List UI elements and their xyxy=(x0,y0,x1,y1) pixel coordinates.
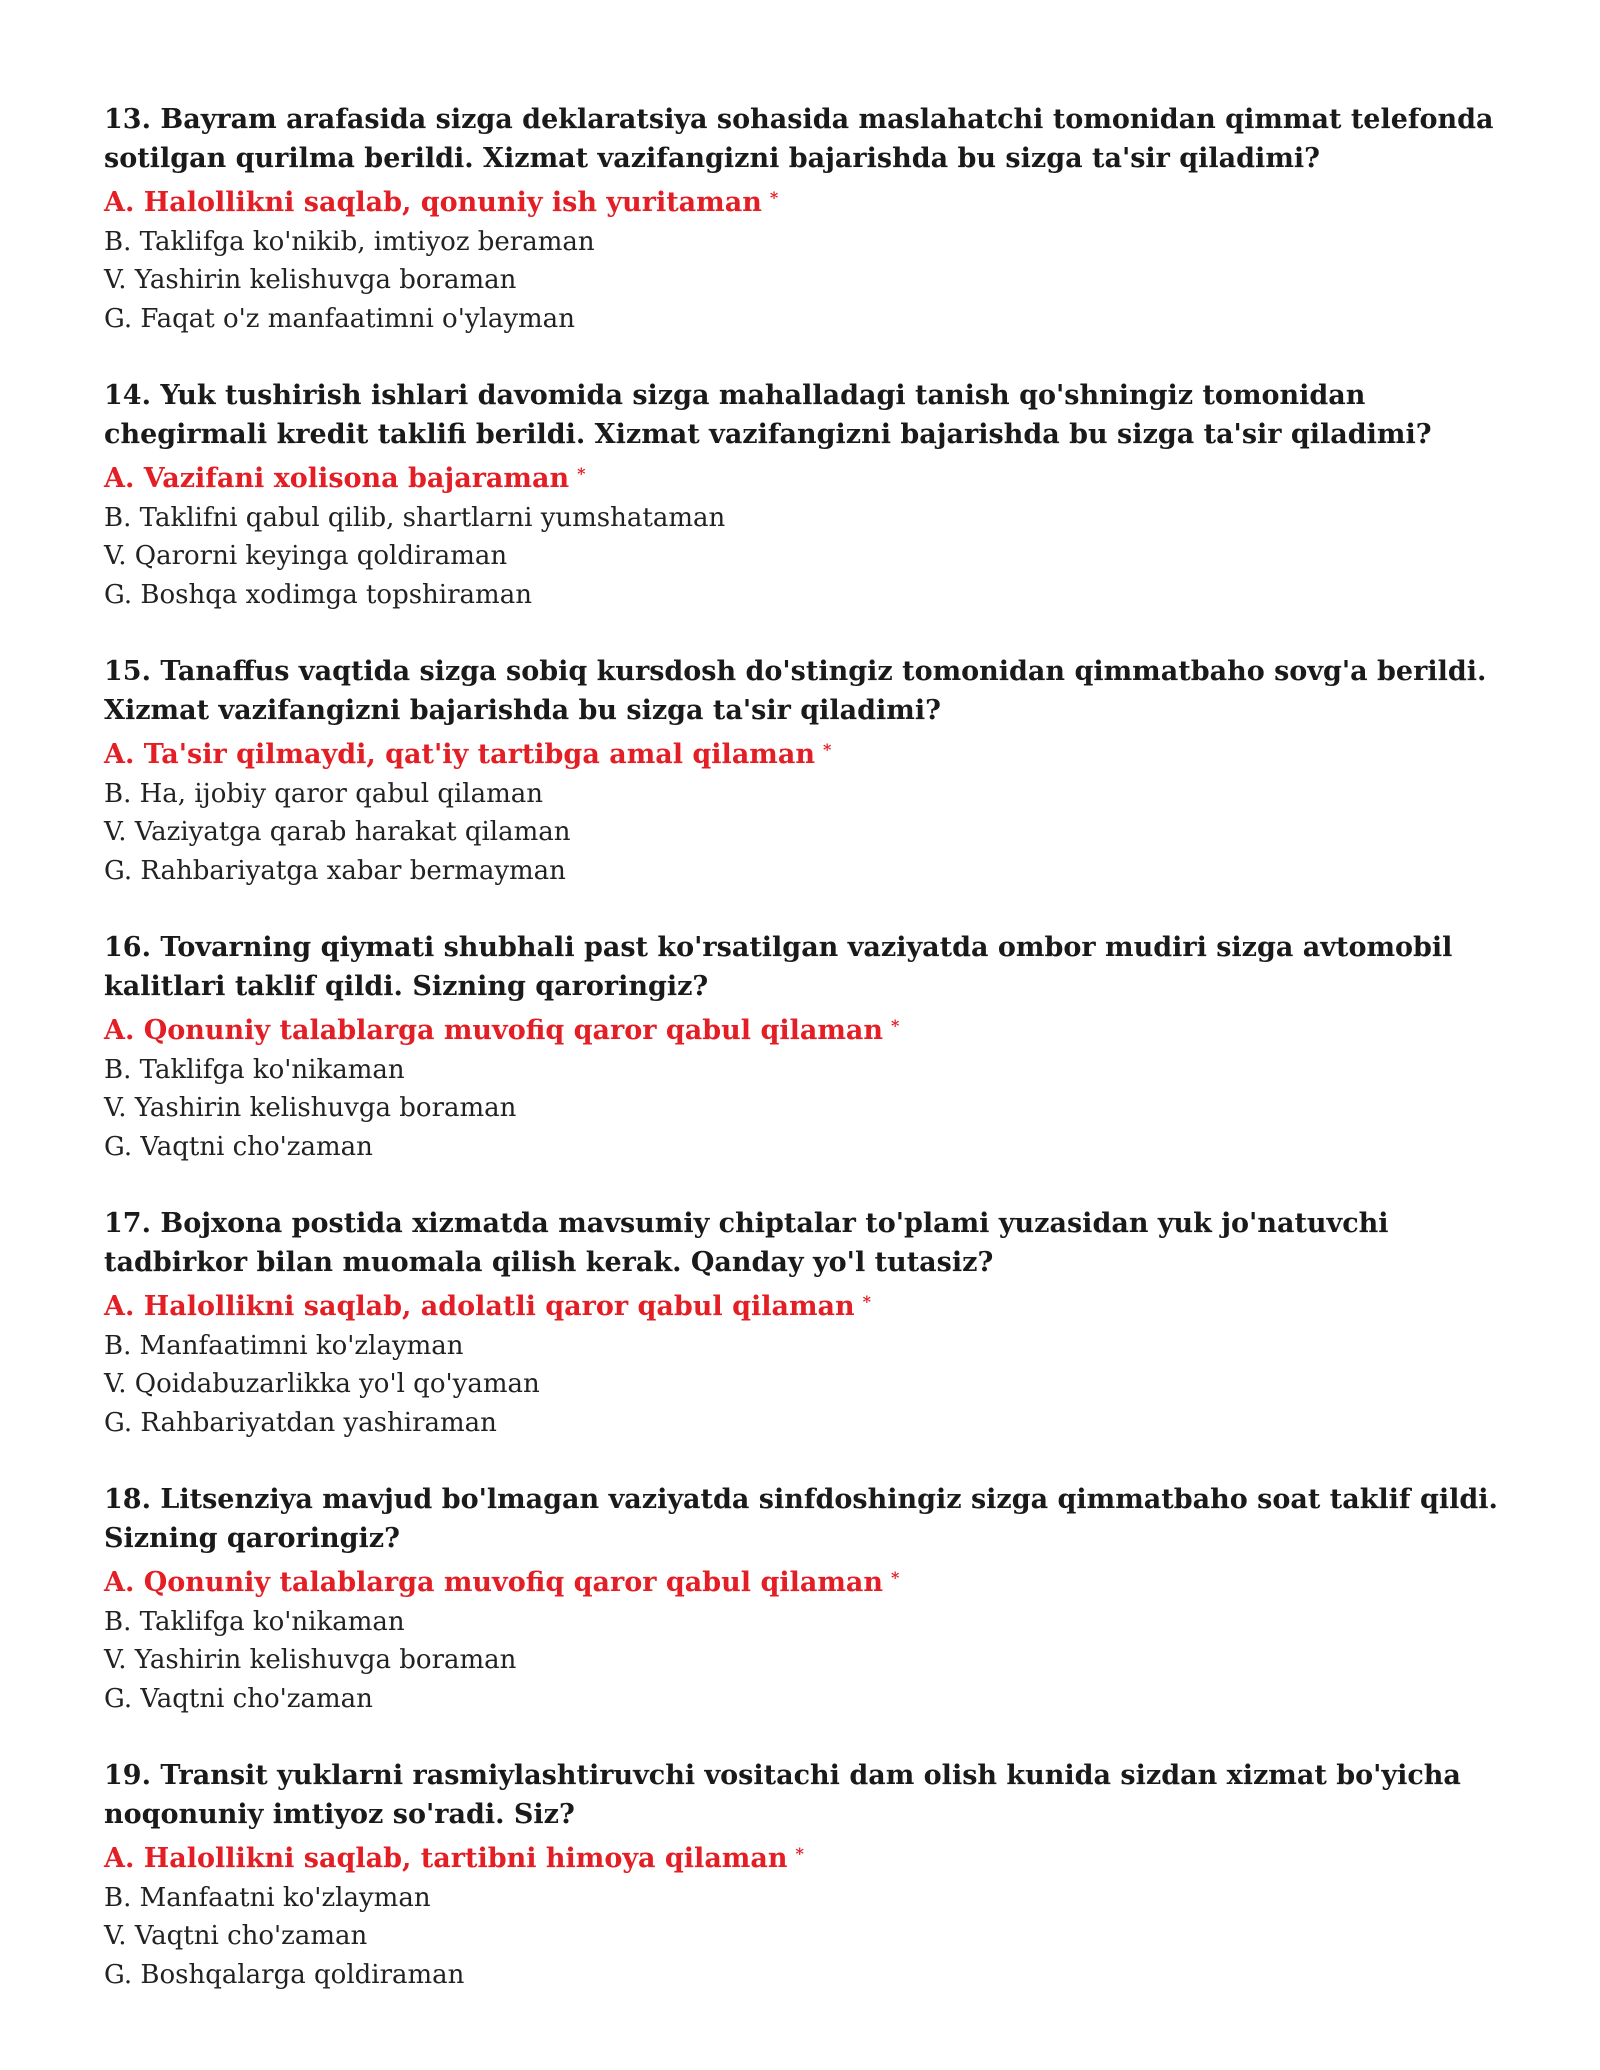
test-page xyxy=(104,100,1504,2032)
correct-marker: * xyxy=(577,464,586,483)
question-16 xyxy=(104,928,1504,1166)
answer-option-correct xyxy=(104,731,1504,775)
answer-option: V. Vaziyatga qarab harakat qilaman xyxy=(104,817,571,847)
answer-option: V. Vaqtni cho'zaman xyxy=(104,1921,368,1951)
question-text: 18. Litsenziya mavjud bo'lmagan vaziyatda sinfdoshingiz sizga qimmatbaho soat taklif qildi. Sizning qaroringiz? xyxy=(104,1484,1498,1554)
answer-option: G. Rahbariyatga xabar bermayman xyxy=(104,855,566,886)
question-text: 17. Bojxona postida xizmatda mavsumiy chiptalar to'plami yuzasidan yuk jo'natuvchi tadbirkor bilan muomala qilish kerak. Qanday yo'l tutasiz? xyxy=(104,1208,1389,1278)
question-text: 16. Tovarning qiymati shubhali past ko'rsatilgan vaziyatda ombor mudiri sizga avtomobil kalitlari taklif qildi. Sizning qaroringiz? xyxy=(104,932,1453,1002)
answer-option: B. Taklifga ko'nikaman xyxy=(104,1606,405,1637)
answer-options xyxy=(104,179,1504,338)
answer-text: A. Qonuniy talablarga muvofiq qaror qabul qilaman xyxy=(104,1567,884,1598)
answer-option: G. Vaqtni cho'zaman xyxy=(104,1131,373,1162)
correct-marker: * xyxy=(823,740,832,759)
answer-option: V. Qoidabuzarlikka yo'l qo'yaman xyxy=(104,1369,540,1399)
answer-options xyxy=(104,1559,1504,1718)
question-15 xyxy=(104,652,1504,890)
question-14 xyxy=(104,376,1504,614)
answer-options xyxy=(104,1283,1504,1442)
answer-option-correct xyxy=(104,1835,1504,1879)
question-text: 14. Yuk tushirish ishlari davomida sizga mahalladagi tanish qo'shningiz tomonidan chegirmali kredit taklifi berildi. Xizmat vazifangizni bajarishda bu sizga ta'sir qiladimi? xyxy=(104,380,1432,450)
question-text: 19. Transit yuklarni rasmiylashtiruvchi vositachi dam olish kunida sizdan xizmat bo'yicha noqonuniy imtiyoz so'radi. Siz? xyxy=(104,1760,1461,1830)
correct-marker: * xyxy=(769,188,779,207)
answer-text: A. Halollikni saqlab, adolatli qaror qabul qilaman xyxy=(104,1291,855,1322)
answer-option-correct xyxy=(104,179,1504,223)
answer-option: B. Manfaatni ko'zlayman xyxy=(104,1882,431,1913)
answer-option: G. Boshqalarga qoldiraman xyxy=(104,1959,465,1990)
answer-option: B. Ha, ijobiy qaror qabul qilaman xyxy=(104,778,543,809)
answer-option: V. Yashirin kelishuvga boraman xyxy=(104,265,517,295)
question-18 xyxy=(104,1480,1504,1718)
correct-marker: * xyxy=(862,1292,872,1311)
answer-text: A. Halollikni saqlab, tartibni himoya qilaman xyxy=(104,1843,788,1874)
question-17 xyxy=(104,1204,1504,1442)
answer-option-correct xyxy=(104,455,1504,499)
question-19 xyxy=(104,1756,1504,1994)
question-text: 13. Bayram arafasida sizga deklaratsiya sohasida maslahatchi tomonidan qimmat telefonda sotilgan qurilma berildi. Xizmat vazifangizni bajarishda bu sizga ta'sir qiladimi? xyxy=(104,104,1494,174)
answer-option: B. Manfaatimni ko'zlayman xyxy=(104,1330,464,1361)
correct-marker: * xyxy=(795,1844,804,1863)
answer-options xyxy=(104,731,1504,890)
correct-marker: * xyxy=(891,1568,900,1587)
answer-text: A. Qonuniy talablarga muvofiq qaror qabul qilaman xyxy=(104,1015,884,1046)
answer-option: G. Boshqa xodimga topshiraman xyxy=(104,579,532,610)
answer-text: A. Vazifani xolisona bajaraman xyxy=(104,463,570,494)
answer-option: B. Taklifga ko'nikib, imtiyoz beraman xyxy=(104,226,595,257)
answer-text: A. Ta'sir qilmaydi, qat'iy tartibga amal qilaman xyxy=(104,739,816,770)
question-text: 15. Tanaffus vaqtida sizga sobiq kursdosh do'stingiz tomonidan qimmatbaho sovg'a berildi. Xizmat vazifangizni bajarishda bu sizga ta'sir qiladimi? xyxy=(104,656,1487,726)
answer-options xyxy=(104,1835,1504,1994)
answer-options xyxy=(104,455,1504,614)
answer-option: G. Faqat o'z manfaatimni o'ylayman xyxy=(104,303,575,334)
correct-marker: * xyxy=(891,1016,900,1035)
answer-option: G. Rahbariyatdan yashiraman xyxy=(104,1407,497,1438)
answer-option: V. Qarorni keyinga qoldiraman xyxy=(104,541,508,571)
answer-option: V. Yashirin kelishuvga boraman xyxy=(104,1645,517,1675)
answer-option: V. Yashirin kelishuvga boraman xyxy=(104,1093,517,1123)
answer-option: G. Vaqtni cho'zaman xyxy=(104,1683,373,1714)
answer-option-correct xyxy=(104,1007,1504,1051)
answer-options xyxy=(104,1007,1504,1166)
answer-option: B. Taklifni qabul qilib, shartlarni yumshataman xyxy=(104,502,726,533)
answer-option-correct xyxy=(104,1283,1504,1327)
question-13 xyxy=(104,100,1504,338)
answer-option-correct xyxy=(104,1559,1504,1603)
answer-option: B. Taklifga ko'nikaman xyxy=(104,1054,405,1085)
answer-text: A. Halollikni saqlab, qonuniy ish yuritaman xyxy=(104,187,762,218)
